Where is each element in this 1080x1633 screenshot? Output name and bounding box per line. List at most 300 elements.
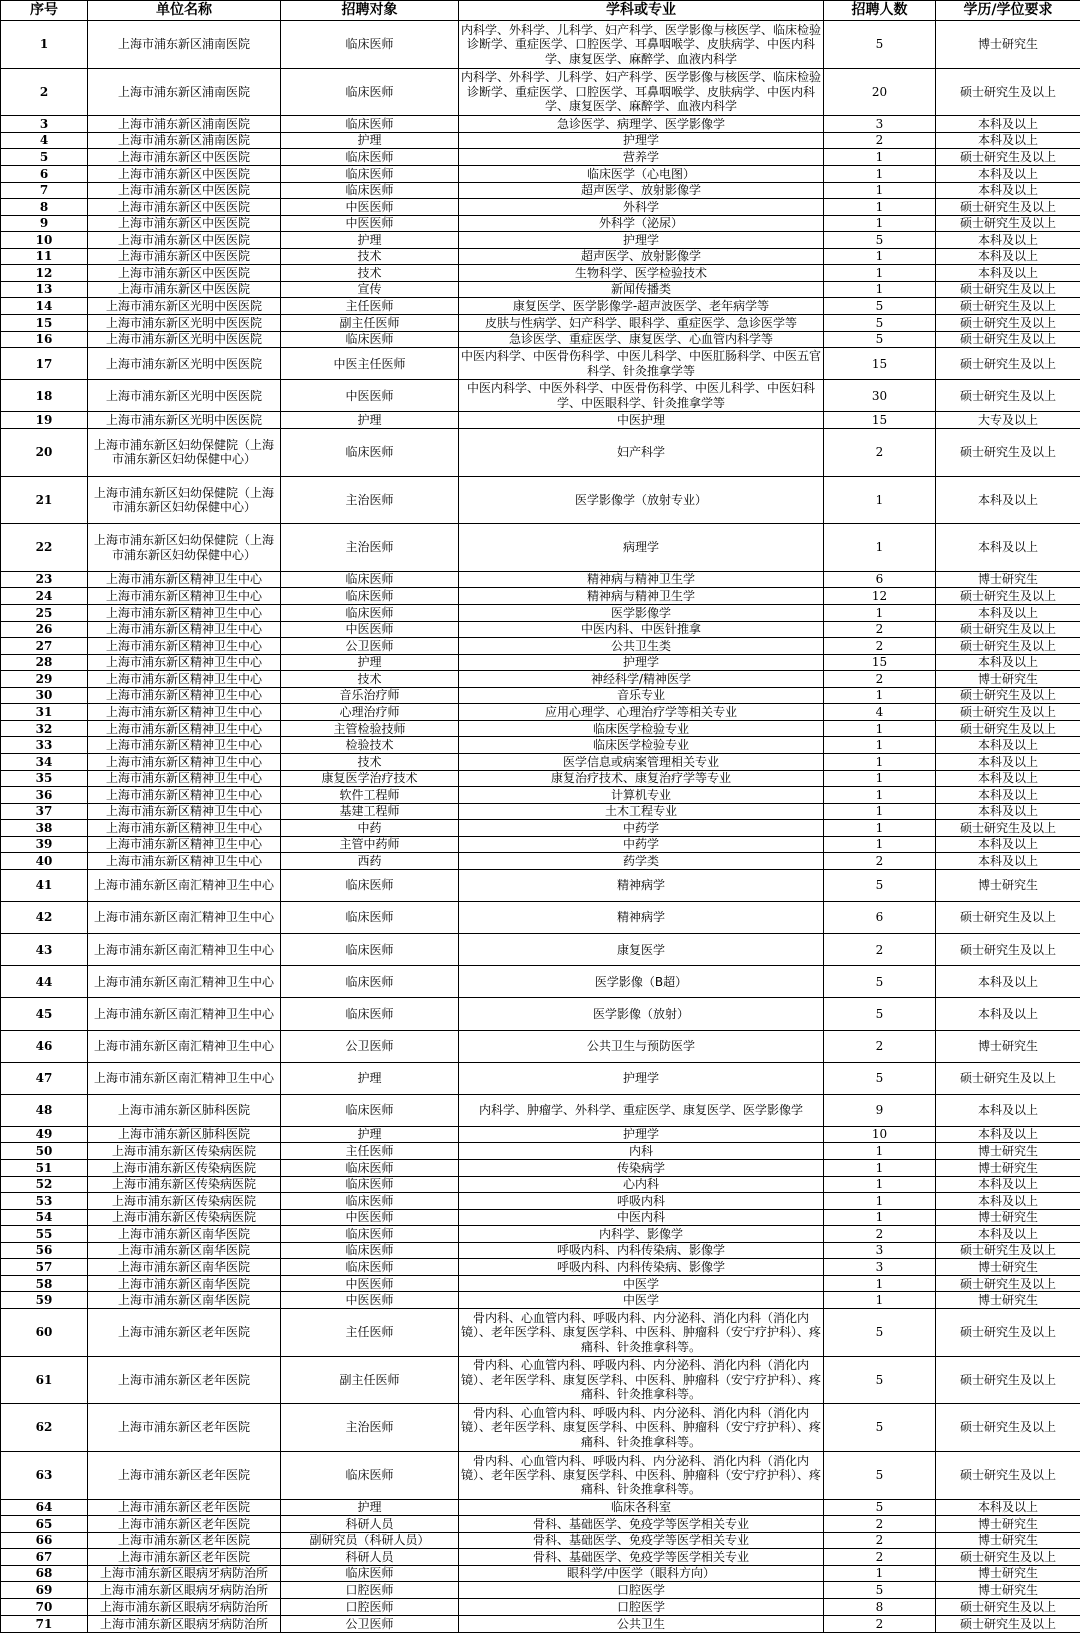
row-seq-cell: 38: [1, 820, 88, 837]
row-degree-cell: 博士研究生: [936, 1143, 1080, 1160]
row-degree-cell: 博士研究生: [936, 1582, 1080, 1599]
row-target-cell: 临床医师: [281, 571, 459, 588]
row-count-cell: 2: [824, 428, 936, 476]
row-count-cell: 15: [824, 654, 936, 671]
row-count-cell: 1: [824, 524, 936, 572]
row-count-cell: 1: [824, 754, 936, 771]
row-major-cell: 精神病学: [459, 902, 824, 934]
row-target-cell: 主治医师: [281, 524, 459, 572]
row-count-cell: 1: [824, 687, 936, 704]
row-unit-cell: 上海市浦东新区中医医院: [88, 215, 281, 232]
row-target-cell: 临床医师: [281, 1193, 459, 1210]
row-target-cell: 护理: [281, 232, 459, 249]
table-row: [1, 737, 1080, 754]
row-seq-cell: 71: [1, 1615, 88, 1632]
row-count-cell: 5: [824, 315, 936, 332]
row-count-cell: 2: [824, 1615, 936, 1632]
row-unit-cell: 上海市浦东新区传染病医院: [88, 1176, 281, 1193]
table-row: [1, 182, 1080, 199]
row-unit-cell: 上海市浦东新区南华医院: [88, 1242, 281, 1259]
row-seq-cell: 34: [1, 754, 88, 771]
row-unit-cell: 上海市浦东新区老年医院: [88, 1309, 281, 1357]
row-count-cell: 2: [824, 671, 936, 688]
table-row: [1, 1030, 1080, 1062]
table-row: [1, 770, 1080, 787]
row-major-cell: 超声医学、放射影像学: [459, 248, 824, 265]
row-major-cell: 药学类: [459, 853, 824, 870]
row-target-cell: 中医主任医师: [281, 348, 459, 380]
table-row: [1, 638, 1080, 655]
row-degree-cell: 硕士研究生及以上: [936, 348, 1080, 380]
row-target-cell: 基建工程师: [281, 803, 459, 820]
row-target-cell: 音乐治疗师: [281, 687, 459, 704]
row-count-cell: 2: [824, 132, 936, 149]
row-seq-cell: 66: [1, 1532, 88, 1549]
row-degree-cell: 硕士研究生及以上: [936, 315, 1080, 332]
row-degree-cell: 本科及以上: [936, 1499, 1080, 1516]
table-row: [1, 315, 1080, 332]
row-count-cell: 2: [824, 1532, 936, 1549]
row-degree-cell: 硕士研究生及以上: [936, 638, 1080, 655]
row-degree-cell: 硕士研究生及以上: [936, 380, 1080, 412]
row-unit-cell: 上海市浦东新区光明中医医院: [88, 380, 281, 412]
row-unit-cell: 上海市浦东新区精神卫生中心: [88, 803, 281, 820]
row-degree-cell: 硕士研究生及以上: [936, 1549, 1080, 1566]
row-degree-cell: 硕士研究生及以上: [936, 720, 1080, 737]
row-degree-cell: 博士研究生: [936, 1259, 1080, 1276]
row-unit-cell: 上海市浦东新区南汇精神卫生中心: [88, 902, 281, 934]
row-degree-cell: 硕士研究生及以上: [936, 687, 1080, 704]
row-unit-cell: 上海市浦东新区光明中医医院: [88, 331, 281, 348]
row-seq-cell: 35: [1, 770, 88, 787]
row-seq-cell: 67: [1, 1549, 88, 1566]
row-major-cell: 医学影像（B超）: [459, 966, 824, 998]
row-major-cell: 骨内科、心血管内科、呼吸内科、内分泌科、消化内科（消化内镜）、老年医学科、康复医学科、中医科、肿瘤科（安宁疗护科）、疼痛科、针灸推拿科等。: [459, 1451, 824, 1499]
row-target-cell: 技术: [281, 754, 459, 771]
row-major-cell: 中医学: [459, 1275, 824, 1292]
row-count-cell: 1: [824, 281, 936, 298]
row-degree-cell: 硕士研究生及以上: [936, 1615, 1080, 1632]
row-major-cell: 骨内科、心血管内科、呼吸内科、内分泌科、消化内科（消化内镜）、老年医学科、康复医学科、中医科、肿瘤科（安宁疗护科）、疼痛科、针灸推拿科等。: [459, 1404, 824, 1452]
table-row: [1, 1549, 1080, 1566]
row-degree-cell: 本科及以上: [936, 754, 1080, 771]
row-degree-cell: 本科及以上: [936, 966, 1080, 998]
row-target-cell: 西药: [281, 853, 459, 870]
row-degree-cell: 硕士研究生及以上: [936, 1598, 1080, 1615]
row-seq-cell: 64: [1, 1499, 88, 1516]
table-row: [1, 1143, 1080, 1160]
row-count-cell: 5: [824, 1404, 936, 1452]
row-major-cell: 内科学、外科学、儿科学、妇产科学、医学影像与核医学、临床检验诊断学、重症医学、口腔医学、耳鼻咽喉学、皮肤病学、中医内科学、康复医学、麻醉学、血液内科学: [459, 68, 824, 116]
row-seq-cell: 39: [1, 836, 88, 853]
row-seq-cell: 4: [1, 132, 88, 149]
row-target-cell: 科研人员: [281, 1549, 459, 1566]
row-count-cell: 1: [824, 199, 936, 216]
row-count-cell: 2: [824, 853, 936, 870]
row-degree-cell: 硕士研究生及以上: [936, 704, 1080, 721]
row-seq-cell: 29: [1, 671, 88, 688]
row-seq-cell: 6: [1, 165, 88, 182]
row-major-cell: 骨内科、心血管内科、呼吸内科、内分泌科、消化内科（消化内镜）、老年医学科、康复医学科、中医科、肿瘤科（安宁疗护科）、疼痛科、针灸推拿科等。: [459, 1309, 824, 1357]
row-unit-cell: 上海市浦东新区南汇精神卫生中心: [88, 998, 281, 1030]
row-major-cell: 妇产科学: [459, 428, 824, 476]
row-unit-cell: 上海市浦东新区精神卫生中心: [88, 720, 281, 737]
row-degree-cell: 硕士研究生及以上: [936, 1062, 1080, 1094]
row-count-cell: 6: [824, 902, 936, 934]
row-degree-cell: 博士研究生: [936, 1292, 1080, 1309]
row-seq-cell: 5: [1, 149, 88, 166]
row-degree-cell: 本科及以上: [936, 165, 1080, 182]
row-major-cell: 呼吸内科、内科传染病、影像学: [459, 1259, 824, 1276]
row-target-cell: 主治医师: [281, 476, 459, 524]
row-target-cell: 护理: [281, 654, 459, 671]
row-major-cell: 精神病与精神卫生学: [459, 571, 824, 588]
row-seq-cell: 12: [1, 265, 88, 282]
row-major-cell: 护理学: [459, 1126, 824, 1143]
header-degree: 学历/学位要求: [936, 1, 1080, 21]
row-seq-cell: 70: [1, 1598, 88, 1615]
row-unit-cell: 上海市浦东新区传染病医院: [88, 1143, 281, 1160]
row-unit-cell: 上海市浦东新区精神卫生中心: [88, 737, 281, 754]
table-row: [1, 1176, 1080, 1193]
row-unit-cell: 上海市浦东新区浦南医院: [88, 132, 281, 149]
row-seq-cell: 3: [1, 116, 88, 133]
row-major-cell: 骨科、基础医学、免疫学等医学相关专业: [459, 1532, 824, 1549]
row-count-cell: 8: [824, 1598, 936, 1615]
row-target-cell: 临床医师: [281, 966, 459, 998]
row-unit-cell: 上海市浦东新区老年医院: [88, 1499, 281, 1516]
row-target-cell: 临床医师: [281, 21, 459, 69]
header-seq: 序号: [1, 1, 88, 21]
row-unit-cell: 上海市浦东新区精神卫生中心: [88, 687, 281, 704]
header-count: 招聘人数: [824, 1, 936, 21]
table-row: [1, 380, 1080, 412]
row-major-cell: 临床各科室: [459, 1499, 824, 1516]
row-unit-cell: 上海市浦东新区精神卫生中心: [88, 604, 281, 621]
row-degree-cell: 本科及以上: [936, 604, 1080, 621]
table-row: [1, 1242, 1080, 1259]
row-major-cell: 骨内科、心血管内科、呼吸内科、内分泌科、消化内科（消化内镜）、老年医学科、康复医学科、中医科、肿瘤科（安宁疗护科）、疼痛科、针灸推拿科等。: [459, 1356, 824, 1404]
row-seq-cell: 63: [1, 1451, 88, 1499]
row-unit-cell: 上海市浦东新区南汇精神卫生中心: [88, 1030, 281, 1062]
row-degree-cell: 本科及以上: [936, 1094, 1080, 1126]
row-target-cell: 宣传: [281, 281, 459, 298]
table-row: [1, 1499, 1080, 1516]
row-seq-cell: 10: [1, 232, 88, 249]
table-row: [1, 1451, 1080, 1499]
table-row: [1, 621, 1080, 638]
row-unit-cell: 上海市浦东新区光明中医医院: [88, 348, 281, 380]
row-unit-cell: 上海市浦东新区中医医院: [88, 199, 281, 216]
table-row: [1, 1159, 1080, 1176]
row-degree-cell: 硕士研究生及以上: [936, 902, 1080, 934]
row-unit-cell: 上海市浦东新区南华医院: [88, 1292, 281, 1309]
row-seq-cell: 2: [1, 68, 88, 116]
row-unit-cell: 上海市浦东新区精神卫生中心: [88, 571, 281, 588]
row-target-cell: 副研究员（科研人员）: [281, 1532, 459, 1549]
row-target-cell: 中医医师: [281, 621, 459, 638]
row-target-cell: 临床医师: [281, 998, 459, 1030]
row-seq-cell: 41: [1, 869, 88, 901]
row-seq-cell: 28: [1, 654, 88, 671]
row-seq-cell: 69: [1, 1582, 88, 1599]
row-degree-cell: 本科及以上: [936, 476, 1080, 524]
row-unit-cell: 上海市浦东新区光明中医医院: [88, 298, 281, 315]
row-degree-cell: 本科及以上: [936, 265, 1080, 282]
row-count-cell: 20: [824, 68, 936, 116]
row-unit-cell: 上海市浦东新区老年医院: [88, 1356, 281, 1404]
row-seq-cell: 42: [1, 902, 88, 934]
row-seq-cell: 47: [1, 1062, 88, 1094]
row-major-cell: 精神病学: [459, 869, 824, 901]
row-count-cell: 1: [824, 737, 936, 754]
row-unit-cell: 上海市浦东新区中医医院: [88, 281, 281, 298]
row-major-cell: 临床医学检验专业: [459, 737, 824, 754]
row-seq-cell: 33: [1, 737, 88, 754]
header-unit: 单位名称: [88, 1, 281, 21]
row-seq-cell: 59: [1, 1292, 88, 1309]
row-degree-cell: 本科及以上: [936, 998, 1080, 1030]
row-count-cell: 1: [824, 165, 936, 182]
row-degree-cell: 硕士研究生及以上: [936, 281, 1080, 298]
row-count-cell: 1: [824, 476, 936, 524]
row-major-cell: 内科学、外科学、儿科学、妇产科学、医学影像与核医学、临床检验诊断学、重症医学、口腔医学、耳鼻咽喉学、皮肤病学、中医内科学、康复医学、麻醉学、血液内科学: [459, 21, 824, 69]
table-row: [1, 116, 1080, 133]
row-count-cell: 1: [824, 1209, 936, 1226]
row-count-cell: 2: [824, 934, 936, 966]
row-target-cell: 临床医师: [281, 1242, 459, 1259]
table-row: [1, 348, 1080, 380]
row-seq-cell: 54: [1, 1209, 88, 1226]
row-seq-cell: 51: [1, 1159, 88, 1176]
row-seq-cell: 19: [1, 412, 88, 429]
row-seq-cell: 25: [1, 604, 88, 621]
row-target-cell: 临床医师: [281, 116, 459, 133]
row-count-cell: 5: [824, 21, 936, 69]
row-count-cell: 5: [824, 966, 936, 998]
row-unit-cell: 上海市浦东新区中医医院: [88, 182, 281, 199]
row-seq-cell: 24: [1, 588, 88, 605]
row-target-cell: 科研人员: [281, 1516, 459, 1533]
row-degree-cell: 本科及以上: [936, 1226, 1080, 1243]
row-major-cell: 中医内科学、中医骨伤科学、中医儿科学、中医肛肠科学、中医五官科学、针灸推拿学等: [459, 348, 824, 380]
table-row: [1, 199, 1080, 216]
row-seq-cell: 44: [1, 966, 88, 998]
table-row: [1, 654, 1080, 671]
table-row: [1, 21, 1080, 69]
row-count-cell: 1: [824, 720, 936, 737]
row-major-cell: 中医护理: [459, 412, 824, 429]
row-unit-cell: 上海市浦东新区中医医院: [88, 265, 281, 282]
table-row: [1, 265, 1080, 282]
row-count-cell: 1: [824, 1565, 936, 1582]
row-count-cell: 2: [824, 621, 936, 638]
row-unit-cell: 上海市浦东新区南汇精神卫生中心: [88, 966, 281, 998]
row-target-cell: 中药: [281, 820, 459, 837]
row-seq-cell: 68: [1, 1565, 88, 1582]
row-seq-cell: 18: [1, 380, 88, 412]
table-row: [1, 1582, 1080, 1599]
row-count-cell: 10: [824, 1126, 936, 1143]
row-degree-cell: 本科及以上: [936, 524, 1080, 572]
row-count-cell: 1: [824, 604, 936, 621]
row-count-cell: 1: [824, 770, 936, 787]
row-degree-cell: 本科及以上: [936, 654, 1080, 671]
row-major-cell: 外科学（泌尿）: [459, 215, 824, 232]
row-major-cell: 精神病与精神卫生学: [459, 588, 824, 605]
row-seq-cell: 26: [1, 621, 88, 638]
row-unit-cell: 上海市浦东新区肺科医院: [88, 1126, 281, 1143]
row-seq-cell: 58: [1, 1275, 88, 1292]
row-major-cell: 护理学: [459, 132, 824, 149]
row-major-cell: 内科学、影像学: [459, 1226, 824, 1243]
row-unit-cell: 上海市浦东新区浦南医院: [88, 68, 281, 116]
row-target-cell: 主任医师: [281, 298, 459, 315]
row-seq-cell: 40: [1, 853, 88, 870]
row-degree-cell: 本科及以上: [936, 116, 1080, 133]
row-unit-cell: 上海市浦东新区眼病牙病防治所: [88, 1615, 281, 1632]
row-degree-cell: 博士研究生: [936, 1159, 1080, 1176]
row-target-cell: 中医医师: [281, 1209, 459, 1226]
row-unit-cell: 上海市浦东新区精神卫生中心: [88, 770, 281, 787]
table-row: [1, 820, 1080, 837]
row-seq-cell: 45: [1, 998, 88, 1030]
row-seq-cell: 50: [1, 1143, 88, 1160]
row-unit-cell: 上海市浦东新区眼病牙病防治所: [88, 1598, 281, 1615]
table-row: [1, 1356, 1080, 1404]
row-seq-cell: 17: [1, 348, 88, 380]
row-unit-cell: 上海市浦东新区眼病牙病防治所: [88, 1582, 281, 1599]
row-degree-cell: 硕士研究生及以上: [936, 149, 1080, 166]
row-count-cell: 12: [824, 588, 936, 605]
row-major-cell: 护理学: [459, 232, 824, 249]
row-target-cell: 副主任医师: [281, 1356, 459, 1404]
table-row: [1, 588, 1080, 605]
row-target-cell: 康复医学治疗技术: [281, 770, 459, 787]
row-count-cell: 5: [824, 1451, 936, 1499]
row-degree-cell: 博士研究生: [936, 869, 1080, 901]
row-target-cell: 中医医师: [281, 380, 459, 412]
row-degree-cell: 博士研究生: [936, 1030, 1080, 1062]
row-degree-cell: 博士研究生: [936, 1565, 1080, 1582]
row-count-cell: 1: [824, 265, 936, 282]
table-row: [1, 298, 1080, 315]
table-row: [1, 934, 1080, 966]
row-unit-cell: 上海市浦东新区妇幼保健院（上海市浦东新区妇幼保健中心）: [88, 428, 281, 476]
row-count-cell: 2: [824, 638, 936, 655]
row-degree-cell: 硕士研究生及以上: [936, 1242, 1080, 1259]
row-unit-cell: 上海市浦东新区老年医院: [88, 1549, 281, 1566]
row-degree-cell: 本科及以上: [936, 1176, 1080, 1193]
row-major-cell: 病理学: [459, 524, 824, 572]
row-target-cell: 口腔医师: [281, 1598, 459, 1615]
row-target-cell: 临床医师: [281, 869, 459, 901]
row-target-cell: 软件工程师: [281, 787, 459, 804]
row-count-cell: 1: [824, 1292, 936, 1309]
row-count-cell: 5: [824, 331, 936, 348]
row-seq-cell: 37: [1, 803, 88, 820]
row-unit-cell: 上海市浦东新区精神卫生中心: [88, 638, 281, 655]
row-seq-cell: 21: [1, 476, 88, 524]
row-major-cell: 音乐专业: [459, 687, 824, 704]
table-row: [1, 68, 1080, 116]
row-count-cell: 5: [824, 1582, 936, 1599]
row-unit-cell: 上海市浦东新区老年医院: [88, 1516, 281, 1533]
row-seq-cell: 49: [1, 1126, 88, 1143]
row-unit-cell: 上海市浦东新区浦南医院: [88, 21, 281, 69]
row-unit-cell: 上海市浦东新区精神卫生中心: [88, 621, 281, 638]
table-row: [1, 1275, 1080, 1292]
table-row: [1, 754, 1080, 771]
row-count-cell: 1: [824, 803, 936, 820]
row-degree-cell: 本科及以上: [936, 853, 1080, 870]
row-target-cell: 临床医师: [281, 149, 459, 166]
row-degree-cell: 博士研究生: [936, 671, 1080, 688]
row-target-cell: 临床医师: [281, 604, 459, 621]
row-unit-cell: 上海市浦东新区传染病医院: [88, 1193, 281, 1210]
table-row: [1, 1062, 1080, 1094]
row-seq-cell: 30: [1, 687, 88, 704]
row-target-cell: 临床医师: [281, 68, 459, 116]
row-seq-cell: 13: [1, 281, 88, 298]
row-seq-cell: 1: [1, 21, 88, 69]
row-major-cell: 土木工程专业: [459, 803, 824, 820]
row-count-cell: 5: [824, 232, 936, 249]
row-target-cell: 护理: [281, 1499, 459, 1516]
row-degree-cell: 大专及以上: [936, 412, 1080, 429]
row-degree-cell: 博士研究生: [936, 1209, 1080, 1226]
row-major-cell: 中医内科: [459, 1209, 824, 1226]
row-seq-cell: 7: [1, 182, 88, 199]
row-major-cell: 营养学: [459, 149, 824, 166]
row-degree-cell: 本科及以上: [936, 836, 1080, 853]
row-seq-cell: 62: [1, 1404, 88, 1452]
row-major-cell: 中医内科学、中医外科学、中医骨伤科学、中医儿科学、中医妇科学、中医眼科学、针灸推拿学等: [459, 380, 824, 412]
row-unit-cell: 上海市浦东新区精神卫生中心: [88, 588, 281, 605]
row-degree-cell: 本科及以上: [936, 132, 1080, 149]
row-target-cell: 中医医师: [281, 1275, 459, 1292]
row-count-cell: 1: [824, 248, 936, 265]
row-major-cell: 公共卫生类: [459, 638, 824, 655]
row-target-cell: 主管检验技师: [281, 720, 459, 737]
row-target-cell: 临床医师: [281, 1226, 459, 1243]
row-unit-cell: 上海市浦东新区中医医院: [88, 248, 281, 265]
row-unit-cell: 上海市浦东新区中医医院: [88, 165, 281, 182]
row-target-cell: 临床医师: [281, 165, 459, 182]
row-unit-cell: 上海市浦东新区精神卫生中心: [88, 820, 281, 837]
table-row: [1, 671, 1080, 688]
row-unit-cell: 上海市浦东新区传染病医院: [88, 1159, 281, 1176]
row-target-cell: 技术: [281, 248, 459, 265]
row-degree-cell: 本科及以上: [936, 1193, 1080, 1210]
row-count-cell: 2: [824, 1516, 936, 1533]
row-target-cell: 副主任医师: [281, 315, 459, 332]
row-degree-cell: 硕士研究生及以上: [936, 298, 1080, 315]
row-seq-cell: 11: [1, 248, 88, 265]
row-count-cell: 5: [824, 1309, 936, 1357]
row-major-cell: 呼吸内科、内科传染病、影像学: [459, 1242, 824, 1259]
row-major-cell: 急诊医学、重症医学、康复医学、心血管内科学等: [459, 331, 824, 348]
row-count-cell: 3: [824, 1259, 936, 1276]
row-major-cell: 新闻传播类: [459, 281, 824, 298]
row-major-cell: 呼吸内科: [459, 1193, 824, 1210]
row-unit-cell: 上海市浦东新区光明中医医院: [88, 315, 281, 332]
row-target-cell: 主任医师: [281, 1143, 459, 1160]
row-major-cell: 应用心理学、心理治疗学等相关专业: [459, 704, 824, 721]
row-degree-cell: 本科及以上: [936, 182, 1080, 199]
row-major-cell: 公共卫生: [459, 1615, 824, 1632]
row-seq-cell: 52: [1, 1176, 88, 1193]
